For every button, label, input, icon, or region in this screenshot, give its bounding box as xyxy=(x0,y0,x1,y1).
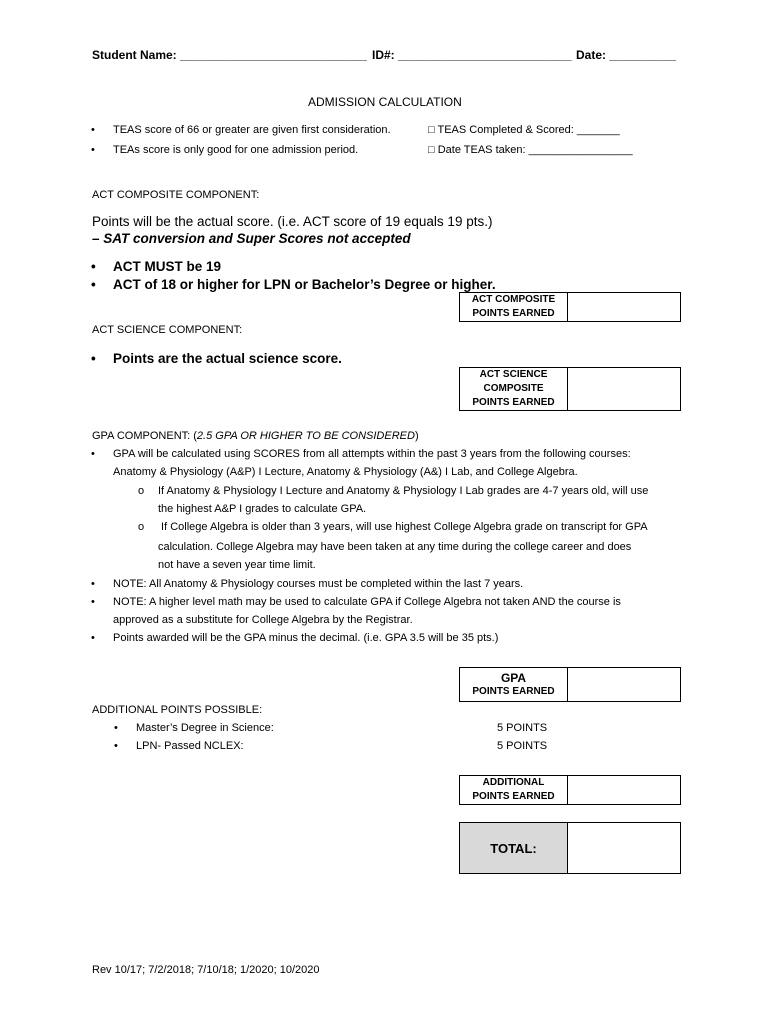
date-field[interactable]: Date: __________ xyxy=(576,48,677,62)
gpa-sub-1-cont: the highest A&P I grades to calculate GPA. xyxy=(158,503,367,515)
additional-heading: ADDITIONAL POINTS POSSIBLE: xyxy=(92,704,263,716)
additional-box xyxy=(459,775,681,805)
id-field[interactable]: ID#: __________________________ xyxy=(372,48,572,62)
additional-points-input[interactable] xyxy=(568,776,681,805)
additional-item-1: • Master’s Degree in Science: xyxy=(136,722,274,734)
gpa-sub-2-cont-2: not have a seven year time limit. xyxy=(158,559,316,571)
gpa-note-2: • NOTE: A higher level math may be used to calculate GPA if College Algebra not taken AND the course is xyxy=(113,596,621,608)
act-composite-box xyxy=(459,292,681,322)
total-label: TOTAL: xyxy=(460,823,568,874)
student-name-field[interactable]: Student Name: ____________________________ xyxy=(92,48,367,62)
gpa-points-line: • Points awarded will be the GPA minus the decimal. (i.e. GPA 3.5 will be 35 pts.) xyxy=(113,632,498,644)
teas-completed-checkbox[interactable]: □ TEAS Completed & Scored: _______ xyxy=(428,124,620,136)
act-science-bullet: • Points are the actual science score. xyxy=(113,351,342,366)
additional-item-2-points: 5 POINTS xyxy=(497,740,548,752)
teas-bullet-2: • TEAs score is only good for one admission period. xyxy=(113,144,358,156)
gpa-box xyxy=(459,667,681,702)
sat-note: – SAT conversion and Super Scores not accepted xyxy=(92,231,411,246)
gpa-bullet-1-cont: Anatomy & Physiology (A&P) I Lecture, Anatomy & Physiology (A&) I Lab, and College Algebra. xyxy=(113,466,578,478)
act-composite-box-label: ACT COMPOSITE POINTS EARNED xyxy=(460,293,568,322)
gpa-note-2-cont: approved as a substitute for College Algebra by the Registrar. xyxy=(113,614,413,626)
total-box xyxy=(459,822,681,874)
additional-item-1-points: 5 POINTS xyxy=(497,722,548,734)
act-science-heading: ACT SCIENCE COMPONENT: xyxy=(92,324,243,336)
gpa-sub-1: o If Anatomy & Physiology I Lecture and Anatomy & Physiology I Lab grades are 4-7 years old, will use xyxy=(158,485,648,497)
act-science-box xyxy=(459,367,681,411)
gpa-box-label: GPA POINTS EARNED xyxy=(460,668,568,702)
act-bullet-1: • ACT MUST be 19 xyxy=(113,259,221,274)
page-title: ADMISSION CALCULATION xyxy=(308,95,462,109)
act-points-line: Points will be the actual score. (i.e. ACT score of 19 equals 19 pts.) xyxy=(92,214,493,229)
additional-box-label: ADDITIONAL POINTS EARNED xyxy=(460,776,568,805)
gpa-bullet-1: • GPA will be calculated using SCORES from all attempts within the past 3 years from the following courses: xyxy=(113,448,631,460)
gpa-points-input[interactable] xyxy=(568,668,681,702)
act-composite-heading: ACT COMPOSITE COMPONENT: xyxy=(92,189,260,201)
act-bullet-2: • ACT of 18 or higher for LPN or Bachelor’s Degree or higher. xyxy=(113,277,496,292)
gpa-note-1: • NOTE: All Anatomy & Physiology courses must be completed within the last 7 years. xyxy=(113,578,523,590)
teas-date-checkbox[interactable]: □ Date TEAS taken: _________________ xyxy=(428,144,633,156)
gpa-sub-2-cont-1: calculation. College Algebra may have been taken at any time during the college career and does xyxy=(158,541,632,553)
act-science-box-label: ACT SCIENCE COMPOSITE POINTS EARNED xyxy=(460,368,568,411)
additional-item-2: • LPN- Passed NCLEX: xyxy=(136,740,244,752)
act-science-points-input[interactable] xyxy=(568,368,681,411)
teas-bullet-1: • TEAS score of 66 or greater are given first consideration. xyxy=(113,124,391,136)
gpa-sub-2: o If College Algebra is older than 3 years, will use highest College Algebra grade on transcript for GPA xyxy=(158,521,648,533)
total-points-input[interactable] xyxy=(568,823,681,874)
revision-footer: Rev 10/17; 7/2/2018; 7/10/18; 1/2020; 10/2020 xyxy=(92,964,320,976)
gpa-heading: GPA COMPONENT: (2.5 GPA OR HIGHER TO BE CONSIDERED) xyxy=(92,430,419,442)
act-composite-points-input[interactable] xyxy=(568,293,681,322)
